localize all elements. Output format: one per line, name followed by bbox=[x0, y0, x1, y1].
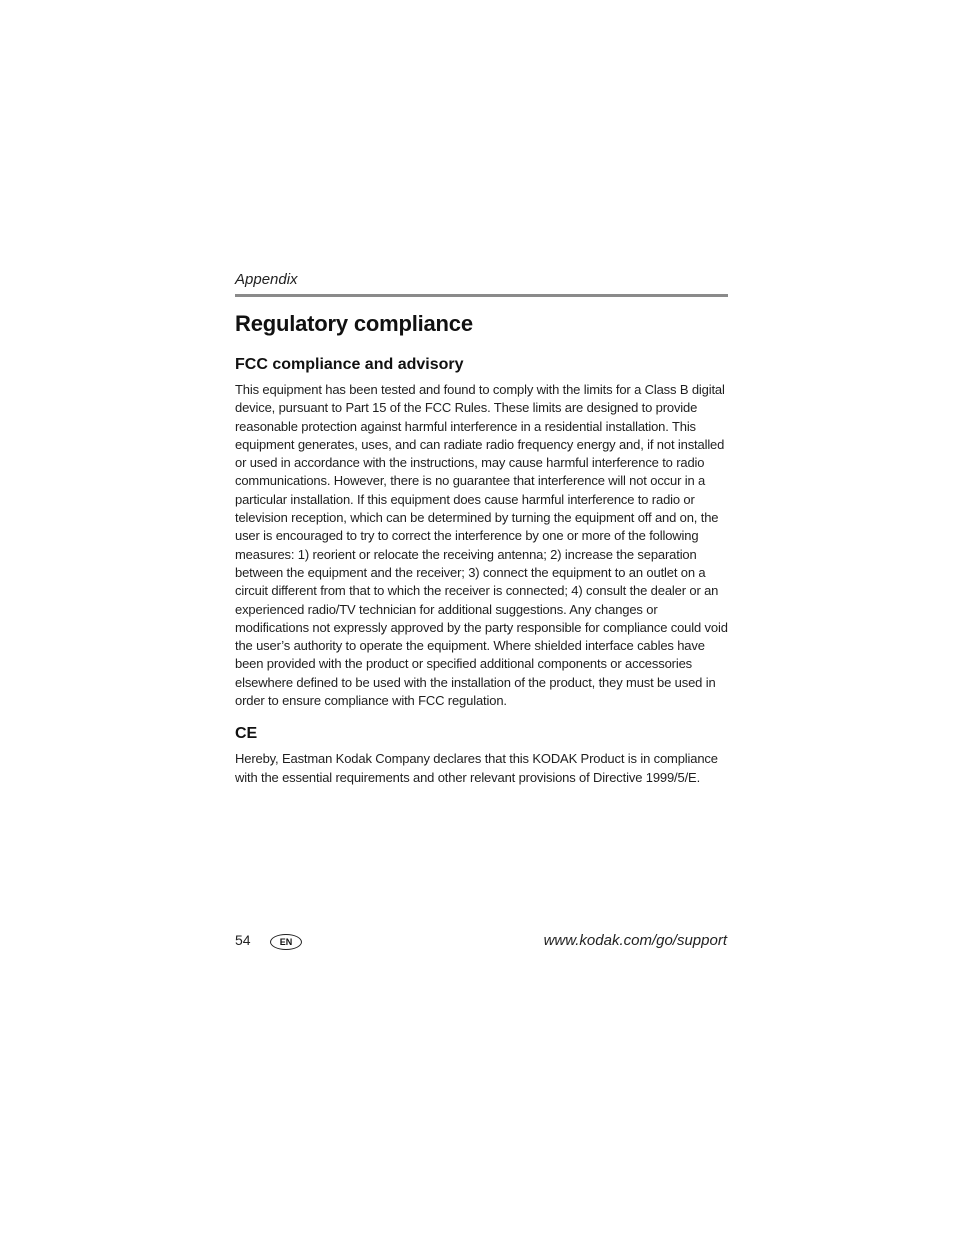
support-url: www.kodak.com/go/support bbox=[543, 932, 727, 949]
fcc-heading: FCC compliance and advisory bbox=[235, 356, 464, 373]
page-number: 54 bbox=[235, 932, 251, 948]
language-badge-icon: EN bbox=[270, 934, 302, 950]
page-header bbox=[235, 270, 728, 297]
main-content bbox=[235, 308, 728, 787]
page-title: Regulatory compliance bbox=[235, 311, 473, 336]
header-divider bbox=[235, 294, 728, 297]
ce-body: Hereby, Eastman Kodak Company declares that this KODAK Product is in compliance with the essential requirements and other relevant provisions of Directive 1999/5/E. bbox=[235, 751, 718, 785]
ce-heading: CE bbox=[235, 725, 258, 743]
fcc-body: This equipment has been tested and found to comply with the limits for a Class B digital device, pursuant to Part 15 of the FCC Rules. These limits are designed to provide reasonable protection against harmful interference in a residential installation. This equipment generates, uses, and can radiate radio frequency energy and, if not installed or used in accordance with the instructions, may cause harmful interference to radio communications. However, there is no guarantee that interference will not occur in a particular installation. If this equipment does cause harmful interference to radio or television reception, which can be determined by turning the equipment off and on, the user is encouraged to try to correct the interference by one or more of the following measures: 1) reorient or relocate the receiving antenna; 2) increase the separation between the equipment and the receiver; 3) connect the equipment to an outlet on a circuit different from that to which the receiver is connected; 4) consult the dealer or an experienced radio/TV technician for additional suggestions. Any changes or modifications not expressly approved by the party responsible for compliance could void the user’s authority to operate the equipment. Where shielded interface cables have been provided with the product or specified additional components or accessories elsewhere defined to be used with the installation of the product, they must be used in order to ensure compliance with FCC regulation. bbox=[235, 382, 728, 709]
page-footer bbox=[235, 930, 727, 954]
section-name: Appendix bbox=[235, 271, 298, 288]
